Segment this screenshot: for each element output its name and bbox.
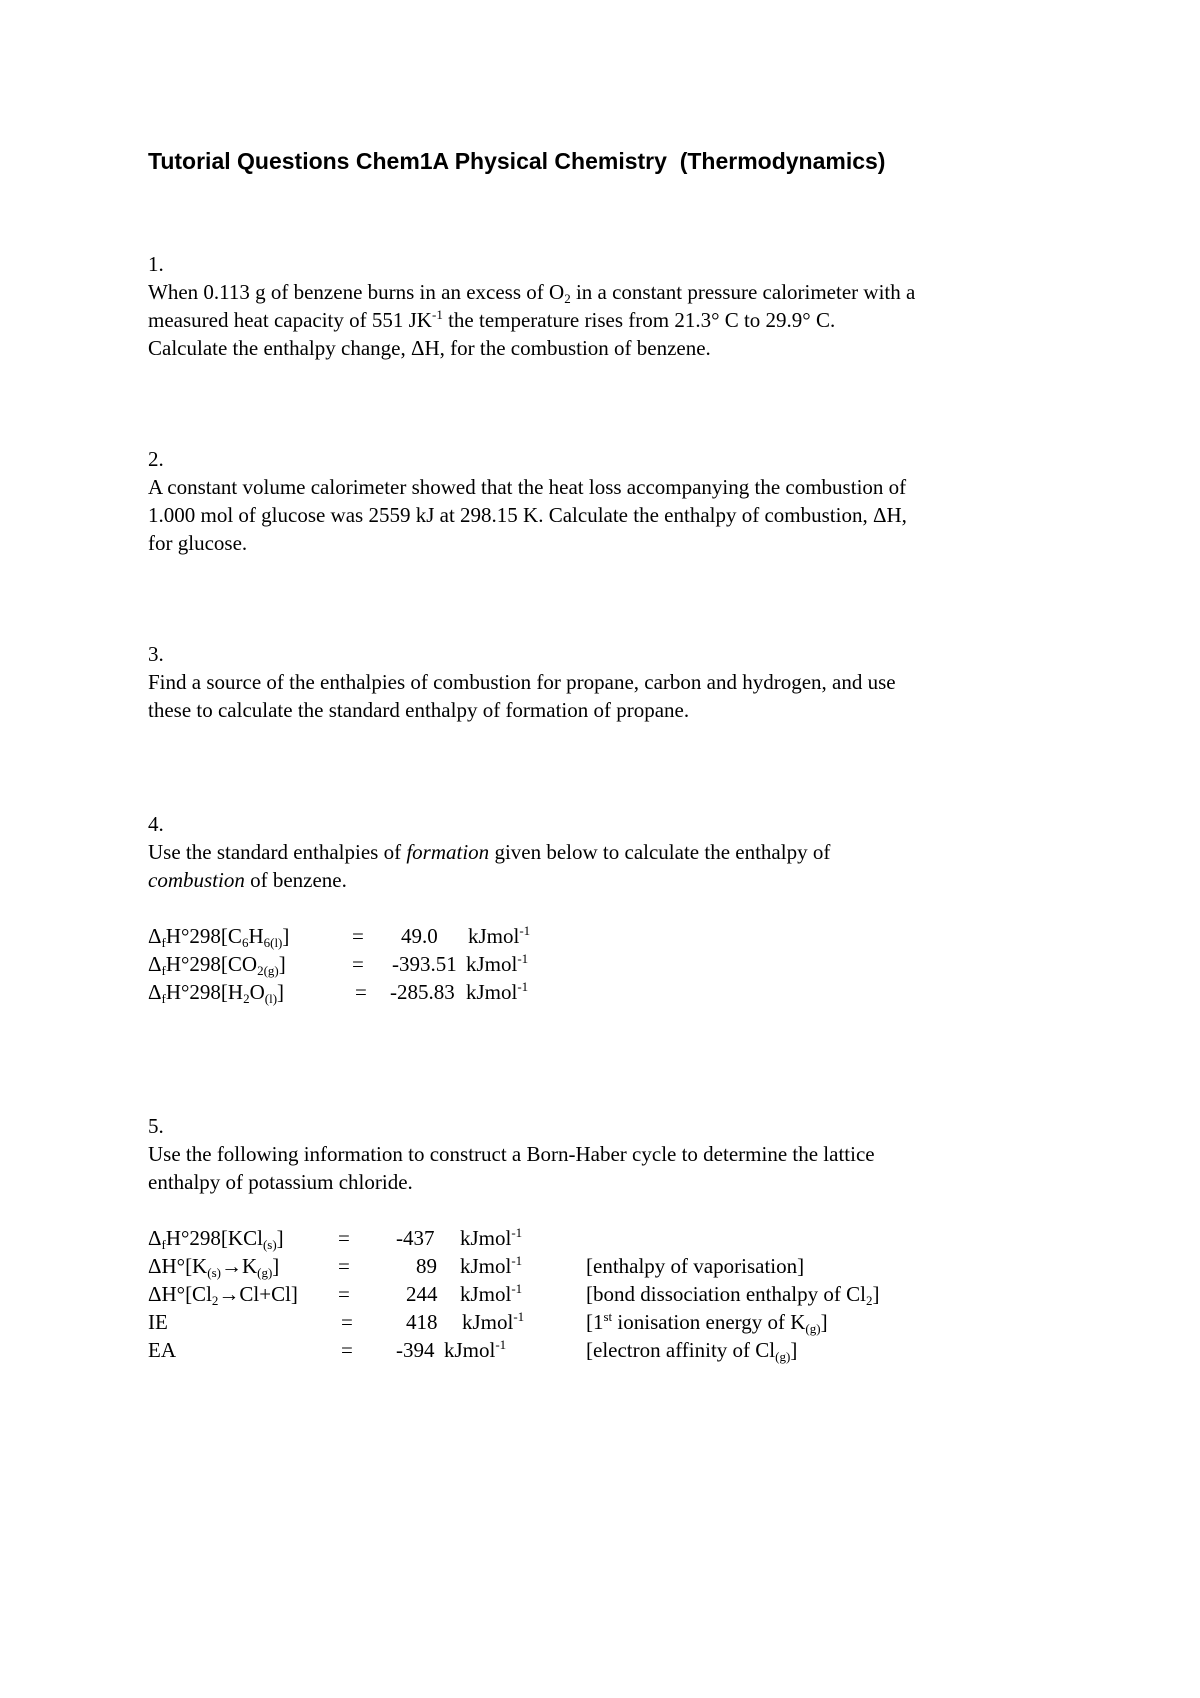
question-number: 3. xyxy=(148,642,164,666)
value: 418 xyxy=(406,1310,438,1334)
born-haber-data-row xyxy=(148,1308,875,1336)
value: -393.51 xyxy=(392,952,457,976)
subscript: 2 xyxy=(564,291,571,306)
text-run: When 0.113 g of benzene burns in an excess of O xyxy=(148,280,565,304)
text-run: of benzene. xyxy=(244,868,347,892)
question-text-line: Find a source of the enthalpies of combustion for propane, carbon and hydrogen, and use xyxy=(148,670,896,694)
question-5 xyxy=(148,1112,880,1364)
question-text-line: 1.000 mol of glucose was 2559 kJ at 298.15 K. Calculate the enthalpy of combustion, ΔH, xyxy=(148,503,907,527)
question-3 xyxy=(148,640,896,724)
note: [1st ionisation energy of $K_{(g)}$] xyxy=(586,1309,828,1336)
equation-lhs: $\Delta_fH^\circ 298[H_2O_{(l)}]$ xyxy=(148,980,285,1006)
text-run: measured heat capacity of 551 JK xyxy=(148,308,432,332)
question-text-line: Calculate the enthalpy change, ΔH, for the combustion of benzene. xyxy=(148,336,711,360)
text-run: the temperature rises from 21.3° C to 29.9° C. xyxy=(442,308,836,332)
question-text-line xyxy=(148,866,830,894)
equals-sign: = xyxy=(338,1282,350,1306)
question-text-line xyxy=(148,306,915,334)
unit: kJmol$^{-1}$ xyxy=(460,1225,523,1250)
unit: kJmol$^{-1}$ xyxy=(468,923,531,948)
question-text-line: enthalpy of potassium chloride. xyxy=(148,1170,413,1194)
unit: kJmol$^{-1}$ xyxy=(460,1253,523,1278)
question-number: 2. xyxy=(148,447,164,471)
text-run: in a constant pressure calorimeter with a xyxy=(570,280,916,304)
value: -285.83 xyxy=(390,980,455,1004)
equation-lhs: $\Delta_fH^\circ 298[CO_{2(g)}]$ xyxy=(148,952,286,978)
note: [electron affinity of $Cl_{(g)}$] xyxy=(586,1338,798,1364)
unit: kJmol$^{-1}$ xyxy=(462,1309,525,1334)
italic-text: combustion xyxy=(148,868,245,892)
question-number: 4. xyxy=(148,812,164,836)
page-title: Tutorial Questions Chem1A Physical Chemistry (Thermodynamics) xyxy=(148,148,886,174)
question-number: 5. xyxy=(148,1114,164,1138)
question-1 xyxy=(148,250,915,362)
value: 89 xyxy=(416,1254,437,1278)
unit: kJmol$^{-1}$ xyxy=(466,951,529,976)
formation-enthalpy-row xyxy=(148,922,830,950)
question-text-line: for glucose. xyxy=(148,531,248,555)
italic-text: formation xyxy=(406,840,490,864)
born-haber-data-row xyxy=(148,1252,875,1280)
question-4 xyxy=(148,810,830,1006)
equals-sign: = xyxy=(338,1226,350,1250)
question-text-line xyxy=(148,278,915,306)
question-text-line: A constant volume calorimeter showed that the heat loss accompanying the combustion of xyxy=(148,475,907,499)
born-haber-data-row xyxy=(148,1224,875,1252)
equals-sign: = xyxy=(341,1338,353,1362)
note: [enthalpy of vaporisation] xyxy=(586,1254,805,1278)
formation-enthalpy-row xyxy=(148,950,830,978)
text-run: Use the standard enthalpies of xyxy=(148,840,407,864)
equals-sign: = xyxy=(352,924,364,948)
equals-sign: = xyxy=(352,952,364,976)
equation-lhs: $\Delta_fH^\circ 298[KCl_{(s)}]$ xyxy=(148,1226,284,1252)
equals-sign: = xyxy=(355,980,367,1004)
value: -437 xyxy=(396,1226,435,1250)
superscript: -1 xyxy=(431,307,443,322)
unit: kJmol$^{-1}$ xyxy=(460,1281,523,1306)
equals-sign: = xyxy=(341,1310,353,1334)
equation-lhs: $\Delta_fH^\circ 298[C_6H_{6(l)}]$ xyxy=(148,924,290,950)
unit: kJmol$^{-1}$ xyxy=(444,1337,507,1362)
value: 244 xyxy=(406,1282,438,1306)
text-run: given below to calculate the enthalpy of xyxy=(489,840,831,864)
value: 49.0 xyxy=(401,924,438,948)
value: -394 xyxy=(396,1338,435,1362)
equation-lhs: $\Delta H^\circ[K_{(s)}\to K_{(g)}]$ xyxy=(148,1254,280,1280)
note: [bond dissociation enthalpy of $Cl_2$] xyxy=(586,1282,880,1308)
question-text-line xyxy=(148,838,830,866)
question-number: 1. xyxy=(148,252,164,276)
born-haber-data-row xyxy=(148,1280,880,1308)
unit: kJmol$^{-1}$ xyxy=(466,979,529,1004)
equation-lhs: IE xyxy=(148,1310,168,1334)
equation-lhs: $\Delta H^\circ[Cl_2\to Cl+Cl]$ xyxy=(148,1282,298,1308)
question-2 xyxy=(148,445,907,557)
question-text-line: these to calculate the standard enthalpy of formation of propane. xyxy=(148,698,690,722)
born-haber-data-row xyxy=(148,1336,875,1364)
equals-sign: = xyxy=(338,1254,350,1278)
question-text-line: Use the following information to construct a Born-Haber cycle to determine the lattice xyxy=(148,1142,875,1166)
formation-enthalpy-row xyxy=(148,978,830,1006)
equation-lhs: EA xyxy=(148,1338,176,1362)
